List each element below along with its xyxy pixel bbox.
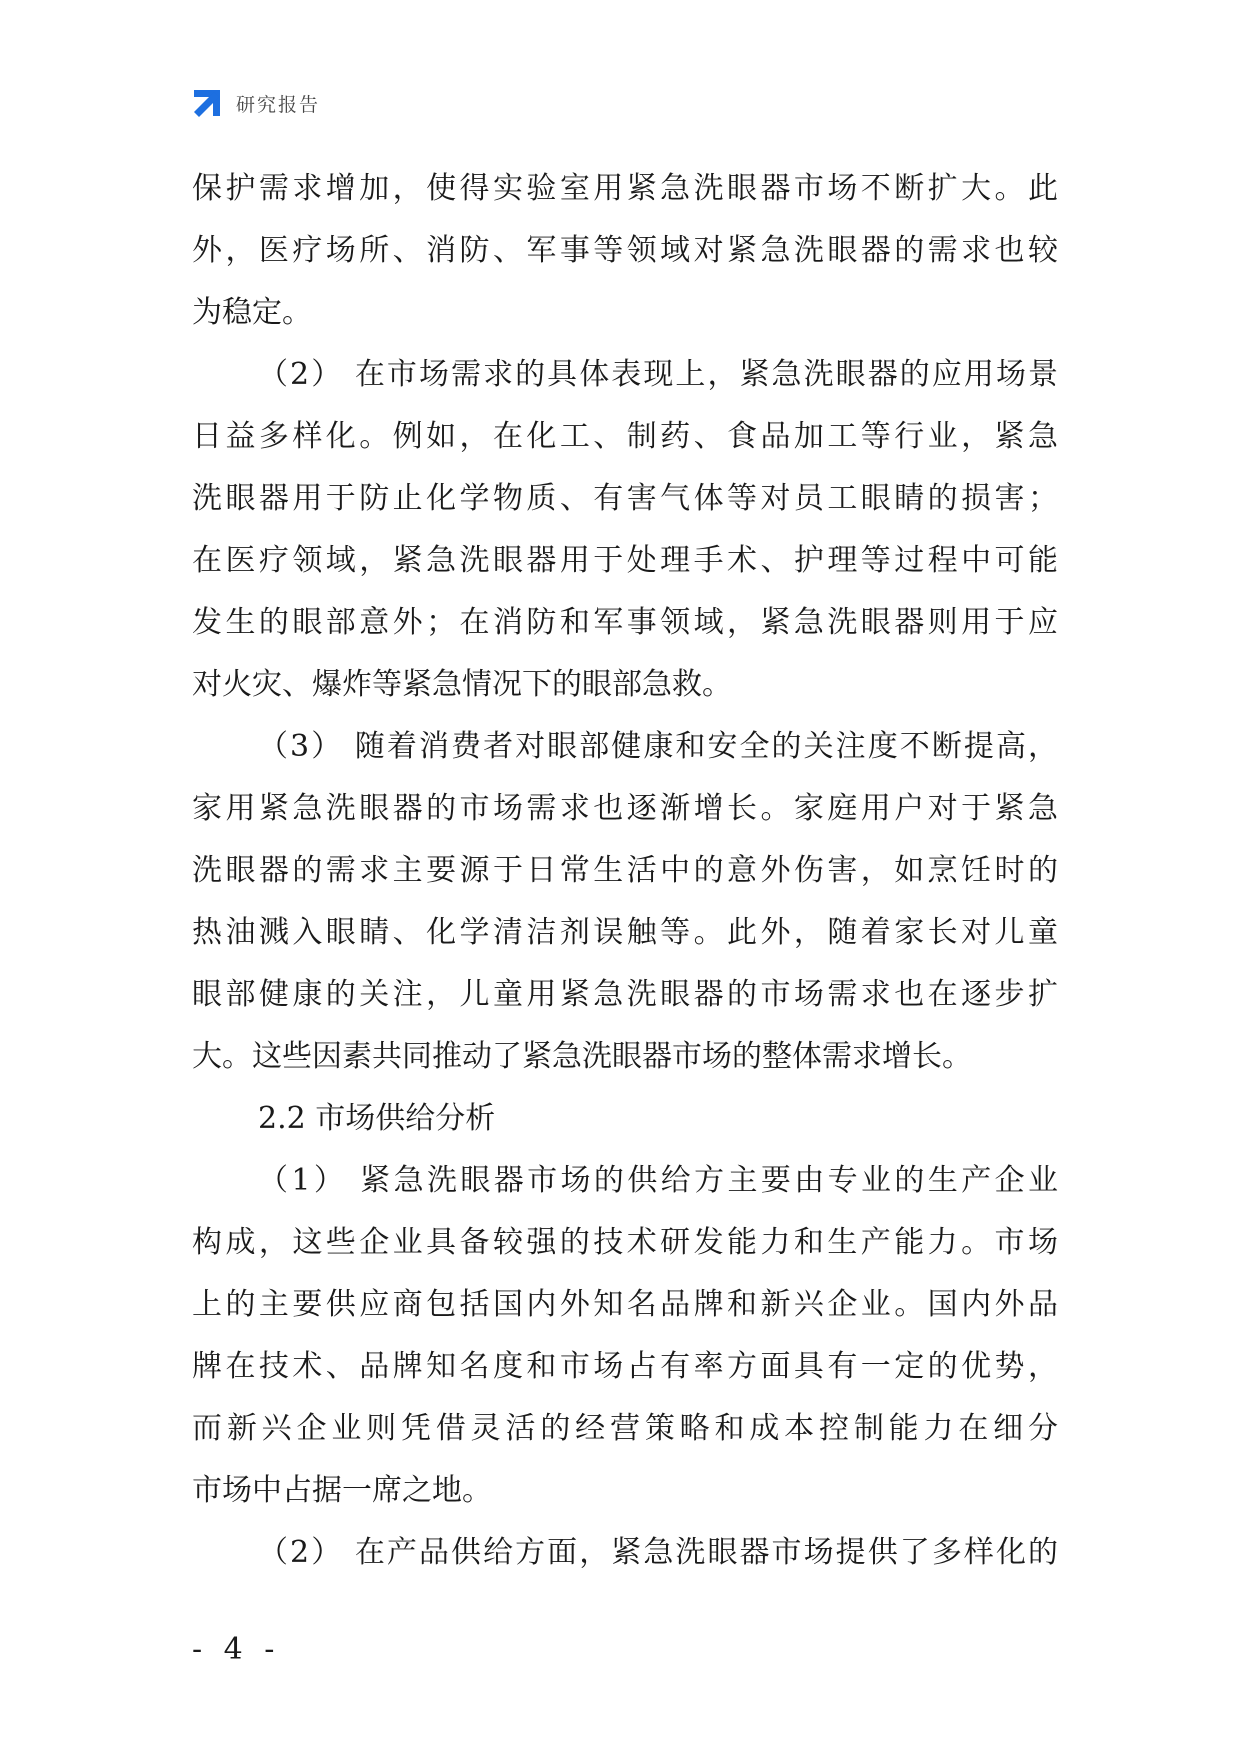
text-line: 保护需求增加，使得实验室用紧急洗眼器市场不断扩大。此	[192, 171, 1058, 206]
paragraph-start-line: （2） 在产品供给方面，紧急洗眼器市场提供了多样化的	[258, 1535, 1058, 1570]
text-line: 洗眼器用于防止化学物质、有害气体等对员工眼睛的损害；	[192, 481, 1058, 516]
text-line: 对火灾、爆炸等紧急情况下的眼部急救。	[192, 667, 732, 702]
arrow-up-right-icon	[190, 86, 224, 120]
text-line: 为稳定。	[192, 295, 312, 330]
text-line: 家用紧急洗眼器的市场需求也逐渐增长。家庭用户对于紧急	[192, 791, 1058, 826]
text-line: 热油溅入眼睛、化学清洁剂误触等。此外，随着家长对儿童	[192, 915, 1058, 950]
paragraph-start-line: （3） 随着消费者对眼部健康和安全的关注度不断提高，	[258, 729, 1058, 764]
paragraph-start-line: （2） 在市场需求的具体表现上，紧急洗眼器的应用场景	[258, 357, 1058, 392]
text-line: 洗眼器的需求主要源于日常生活中的意外伤害，如烹饪时的	[192, 853, 1058, 888]
text-line: 牌在技术、品牌知名度和市场占有率方面具有一定的优势，	[192, 1349, 1058, 1384]
text-line: 发生的眼部意外；在消防和军事领域，紧急洗眼器则用于应	[192, 605, 1058, 640]
text-line: 眼部健康的关注，儿童用紧急洗眼器的市场需求也在逐步扩	[192, 977, 1058, 1012]
text-line: 日益多样化。例如，在化工、制药、食品加工等行业，紧急	[192, 419, 1058, 454]
page-number: - 4 -	[192, 1632, 281, 1667]
text-line: 大。这些因素共同推动了紧急洗眼器市场的整体需求增长。	[192, 1039, 972, 1074]
section-heading: 2.2 市场供给分析	[258, 1101, 496, 1136]
header-title: 研究报告	[236, 93, 321, 116]
document-body	[192, 158, 1058, 1584]
paragraph-start-line: （1） 紧急洗眼器市场的供给方主要由专业的生产企业	[258, 1163, 1058, 1198]
text-line: 构成，这些企业具备较强的技术研发能力和生产能力。市场	[192, 1225, 1058, 1260]
text-line: 而新兴企业则凭借灵活的经营策略和成本控制能力在细分	[192, 1411, 1058, 1446]
text-line: 外，医疗场所、消防、军事等领域对紧急洗眼器的需求也较	[192, 233, 1058, 268]
report-header	[190, 86, 320, 120]
text-line: 在医疗领域，紧急洗眼器用于处理手术、护理等过程中可能	[192, 543, 1058, 578]
text-line: 市场中占据一席之地。	[192, 1473, 492, 1508]
text-line: 上的主要供应商包括国内外知名品牌和新兴企业。国内外品	[192, 1287, 1058, 1322]
